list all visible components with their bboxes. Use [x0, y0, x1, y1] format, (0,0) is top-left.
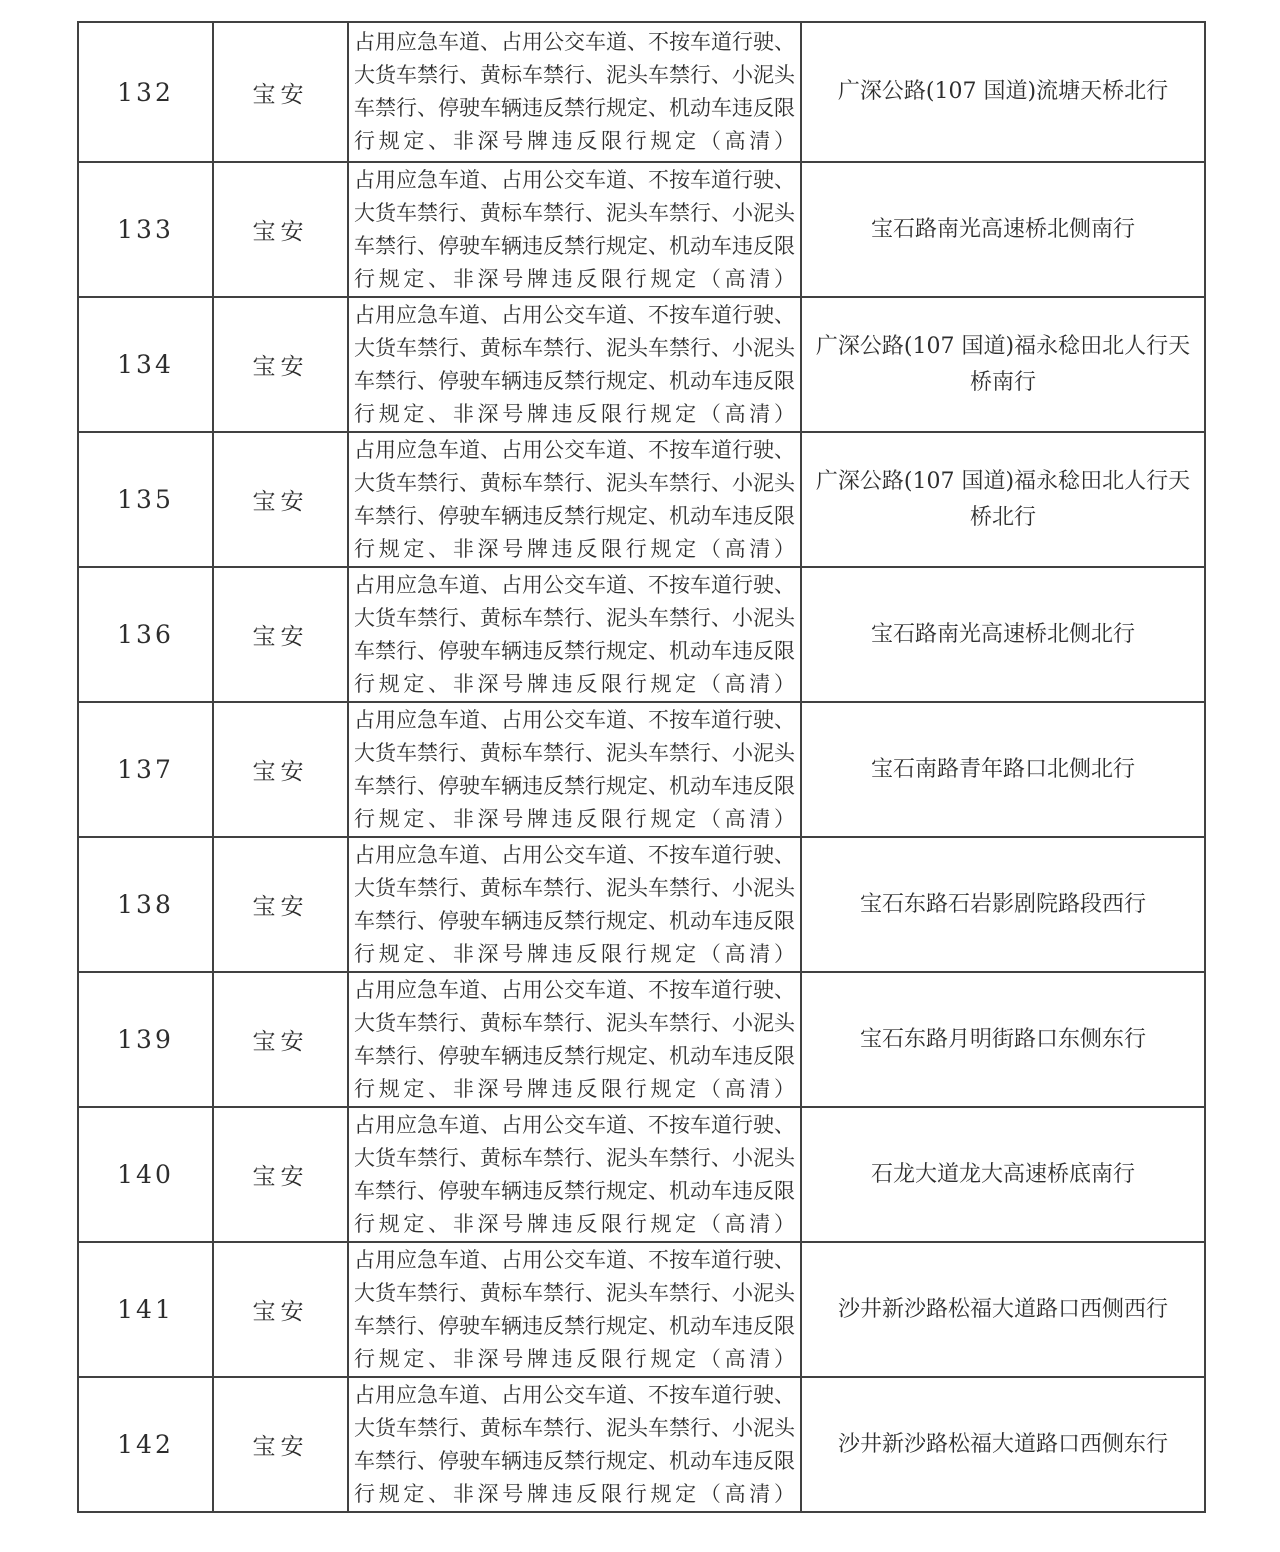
violations-cell: 占用应急车道、占用公交车道、不按车道行驶、大货车禁行、黄标车禁行、泥头车禁行、小泥头车禁行、停驶车辆违反禁行规定、机动车违反限行规定、非深号牌违反限行规定（高清） — [348, 162, 801, 297]
district-cell: 宝安 — [213, 1377, 348, 1512]
district-cell: 宝安 — [213, 837, 348, 972]
district-cell: 宝安 — [213, 22, 348, 162]
violations-cell: 占用应急车道、占用公交车道、不按车道行驶、大货车禁行、黄标车禁行、泥头车禁行、小泥头车禁行、停驶车辆违反禁行规定、机动车违反限行规定、非深号牌违反限行规定（高清） — [348, 837, 801, 972]
violations-cell: 占用应急车道、占用公交车道、不按车道行驶、大货车禁行、黄标车禁行、泥头车禁行、小泥头车禁行、停驶车辆违反禁行规定、机动车违反限行规定、非深号牌违反限行规定（高清） — [348, 1377, 801, 1512]
district-cell: 宝安 — [213, 702, 348, 837]
violations-cell: 占用应急车道、占用公交车道、不按车道行驶、大货车禁行、黄标车禁行、泥头车禁行、小泥头车禁行、停驶车辆违反禁行规定、机动车违反限行规定、非深号牌违反限行规定（高清） — [348, 297, 801, 432]
table-row — [78, 1242, 1205, 1377]
row-number-cell: 137 — [78, 702, 213, 837]
location-cell: 宝石路南光高速桥北侧南行 — [801, 162, 1205, 297]
violations-cell: 占用应急车道、占用公交车道、不按车道行驶、大货车禁行、黄标车禁行、泥头车禁行、小泥头车禁行、停驶车辆违反禁行规定、机动车违反限行规定、非深号牌违反限行规定（高清） — [348, 1107, 801, 1242]
location-cell: 广深公路(107 国道)福永稔田北人行天桥南行 — [801, 297, 1205, 432]
row-number-cell: 140 — [78, 1107, 213, 1242]
district-cell: 宝安 — [213, 1242, 348, 1377]
row-number-cell: 136 — [78, 567, 213, 702]
table-row — [78, 22, 1205, 162]
violations-cell: 占用应急车道、占用公交车道、不按车道行驶、大货车禁行、黄标车禁行、泥头车禁行、小泥头车禁行、停驶车辆违反禁行规定、机动车违反限行规定、非深号牌违反限行规定（高清） — [348, 567, 801, 702]
violations-cell: 占用应急车道、占用公交车道、不按车道行驶、大货车禁行、黄标车禁行、泥头车禁行、小泥头车禁行、停驶车辆违反禁行规定、机动车违反限行规定、非深号牌违反限行规定（高清） — [348, 702, 801, 837]
violations-cell: 占用应急车道、占用公交车道、不按车道行驶、大货车禁行、黄标车禁行、泥头车禁行、小泥头车禁行、停驶车辆违反禁行规定、机动车违反限行规定、非深号牌违反限行规定（高清） — [348, 1242, 801, 1377]
table-row — [78, 972, 1205, 1107]
row-number-cell: 132 — [78, 22, 213, 162]
district-cell: 宝安 — [213, 567, 348, 702]
row-number-cell: 141 — [78, 1242, 213, 1377]
row-number-cell: 134 — [78, 297, 213, 432]
district-cell: 宝安 — [213, 297, 348, 432]
location-cell: 宝石路南光高速桥北侧北行 — [801, 567, 1205, 702]
table-row — [78, 432, 1205, 567]
location-cell: 广深公路(107 国道)福永稔田北人行天桥北行 — [801, 432, 1205, 567]
location-cell: 宝石南路青年路口北侧北行 — [801, 702, 1205, 837]
table-row — [78, 1377, 1205, 1512]
location-cell: 广深公路(107 国道)流塘天桥北行 — [801, 22, 1205, 162]
district-cell: 宝安 — [213, 432, 348, 567]
table-row — [78, 297, 1205, 432]
table-row — [78, 837, 1205, 972]
district-cell: 宝安 — [213, 162, 348, 297]
location-cell: 宝石东路石岩影剧院路段西行 — [801, 837, 1205, 972]
violations-cell: 占用应急车道、占用公交车道、不按车道行驶、大货车禁行、黄标车禁行、泥头车禁行、小泥头车禁行、停驶车辆违反禁行规定、机动车违反限行规定、非深号牌违反限行规定（高清） — [348, 432, 801, 567]
violations-cell: 占用应急车道、占用公交车道、不按车道行驶、大货车禁行、黄标车禁行、泥头车禁行、小泥头车禁行、停驶车辆违反禁行规定、机动车违反限行规定、非深号牌违反限行规定（高清） — [348, 22, 801, 162]
violations-cell: 占用应急车道、占用公交车道、不按车道行驶、大货车禁行、黄标车禁行、泥头车禁行、小泥头车禁行、停驶车辆违反禁行规定、机动车违反限行规定、非深号牌违反限行规定（高清） — [348, 972, 801, 1107]
district-cell: 宝安 — [213, 972, 348, 1107]
location-cell: 宝石东路月明街路口东侧东行 — [801, 972, 1205, 1107]
camera-table-body — [78, 22, 1205, 1512]
table-row — [78, 567, 1205, 702]
row-number-cell: 138 — [78, 837, 213, 972]
row-number-cell: 142 — [78, 1377, 213, 1512]
table-row — [78, 162, 1205, 297]
location-cell: 沙井新沙路松福大道路口西侧西行 — [801, 1242, 1205, 1377]
table-row — [78, 702, 1205, 837]
location-cell: 沙井新沙路松福大道路口西侧东行 — [801, 1377, 1205, 1512]
row-number-cell: 133 — [78, 162, 213, 297]
location-cell: 石龙大道龙大高速桥底南行 — [801, 1107, 1205, 1242]
camera-table — [77, 21, 1206, 1513]
row-number-cell: 139 — [78, 972, 213, 1107]
table-row — [78, 1107, 1205, 1242]
row-number-cell: 135 — [78, 432, 213, 567]
district-cell: 宝安 — [213, 1107, 348, 1242]
